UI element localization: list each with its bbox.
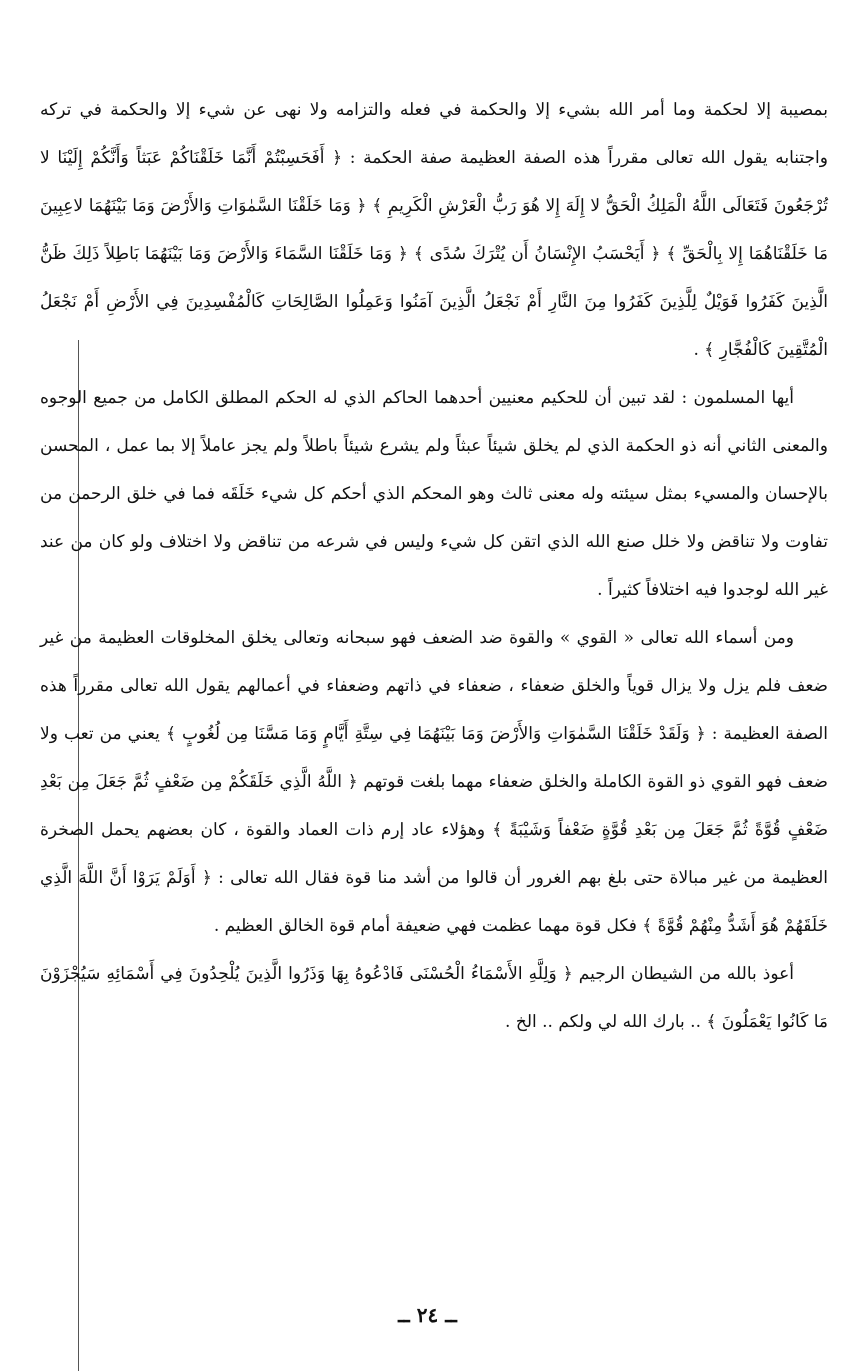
- paragraph-al-qawi: ومن أسماء الله تعالى « القوي » والقوة ضد الضعف فهو سبحانه وتعالى يخلق المخلوقات العظيمة من غير ضعف فلم يزل ولا يزال قوياً والخلق ضعفاء ، ضعفاء في ذاتهم وضعفاء في أعمالهم يقول الله تعالى مقرراً هذه الصفة العظيمة : ﴿ وَلَقَدْ خَلَقْنَا السَّمٰوَاتِ وَالأَرْضَ وَمَا بَيْنَهُمَا فِي سِتَّةِ أَيَّامٍ وَمَا مَسَّنَا مِن لُغُوبٍ ﴾ يعني من تعب ولا ضعف فهو القوي ذو القوة الكاملة والخلق ضعفاء مهما بلغت قوتهم ﴿ اللَّهُ الَّذِي خَلَقَكُمْ مِن ضَعْفٍ ثُمَّ جَعَلَ مِن بَعْدِ ضَعْفٍ قُوَّةً ثُمَّ جَعَلَ مِن بَعْدِ قُوَّةٍ ضَعْفاً وَشَيْبَةً ﴾ وهؤلاء عاد إرم ذات العماد والقوة ، كان بعضهم يحمل الصخرة العظيمة من غير مبالاة حتى بلغ بهم الغرور أن قالوا من أشد منا قوة فقال الله تعالى : ﴿ أَوَلَمْ يَرَوْا أَنَّ اللَّهَ الَّذِي خَلَقَهُمْ هُوَ أَشَدُّ مِنْهُمْ قُوَّةً ﴾ فكل قوة مهما عظمت فهي ضعيفة أمام قوة الخالق العظيم .: [40, 628, 828, 936]
- page-number: ــ ٢٤ ــ: [398, 1303, 457, 1327]
- paragraph-meanings-of-hakim: أيها المسلمون : لقد تبين أن للحكيم معنيين أحدهما الحاكم الذي له الحكم المطلق الكامل من جميع الوجوه والمعنى الثاني أنه ذو الحكمة الذي لم يخلق شيئاً عبثاً ولم يشرع شيئاً باطلاً ولم يجز عاملاً إلا بما عمل ، المحسن بالإحسان والمسيء بمثل سيئته وله معنى ثالث وهو المحكم الذي أحكم كل شيء خَلَقَه فما في خلق الرحمن من تفاوت ولا تناقض ولا خلل صنع الله الذي اتقن كل شيء وليس في شرعه من تناقض ولا اختلاف ولو كان من عند غير الله لوجدوا فيه اختلافاً كثيراً .: [40, 388, 828, 600]
- body-text: [40, 86, 828, 1046]
- paragraph-wisdom-verses: بمصيبة إلا لحكمة وما أمر الله بشيء إلا والحكمة في فعله والتزامه ولا نهى عن شيء إلا والحكمة في تركه واجتنابه يقول الله تعالى مقرراً هذه الصفة العظيمة صفة الحكمة : ﴿ أَفَحَسِبْتُمْ أَنَّمَا خَلَقْنَاكُمْ عَبَثاً وَأَنَّكُمْ إِلَيْنَا لا تُرْجَعُونَ فَتَعَالَى اللَّهُ الْمَلِكُ الْحَقُّ لا إِلَهَ إِلا هُوَ رَبُّ الْعَرْشِ الْكَرِيمِ ﴾ ﴿ وَمَا خَلَقْنَا السَّمٰوَاتِ وَالأَرْضَ وَمَا بَيْنَهُمَا لاعِبِينَ مَا خَلَقْنَاهُمَا إِلا بِالْحَقِّ ﴾ ﴿ أَيَحْسَبُ الإِنْسَانُ أَن يُتْرَكَ سُدًى ﴾ ﴿ وَمَا خَلَقْنَا السَّمَاءَ وَالأَرْضَ وَمَا بَيْنَهُمَا بَاطِلاً ذَلِكَ ظَنُّ الَّذِينَ كَفَرُوا فَوَيْلٌ لِلَّذِينَ كَفَرُوا مِنَ النَّارِ أَمْ نَجْعَلُ الَّذِينَ آمَنُوا وَعَمِلُوا الصَّالِحَاتِ كَالْمُفْسِدِينَ فِي الأَرْضِ أَمْ نَجْعَلُ الْمُتَّقِينَ كَالْفُجَّارِ ﴾ .: [40, 100, 828, 360]
- paragraph-closing: أعوذ بالله من الشيطان الرجيم ﴿ وَلِلَّهِ الأَسْمَاءُ الْحُسْنَى فَادْعُوهُ بِهَا وَذَرُوا الَّذِينَ يُلْحِدُونَ فِي أَسْمَائِهِ سَيُجْزَوْنَ مَا كَانُوا يَعْمَلُونَ ﴾ .. بارك الله لي ولكم .. الخ .: [40, 964, 828, 1032]
